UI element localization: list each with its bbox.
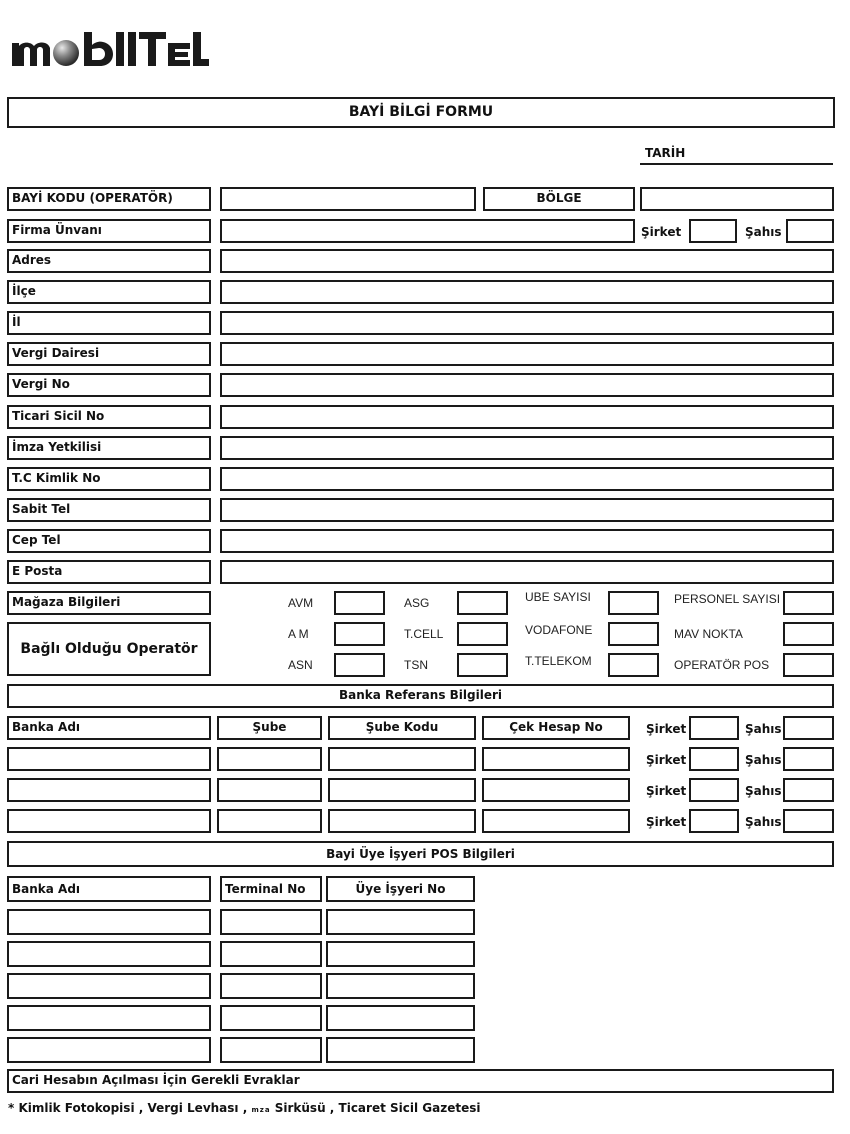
pos-cell[interactable] [220,909,322,935]
bank-ref-title: Banka Referans Bilgileri [7,684,834,708]
bank-ref-person-checkbox[interactable] [783,747,834,771]
dealer-code-field[interactable] [220,187,476,211]
field-label: Sabit Tel [7,498,211,522]
bank-ref-company-checkbox[interactable] [689,778,739,802]
bank-ref-header: Banka Adı [7,716,211,740]
store-metric-label: T.TELEKOM [525,654,592,668]
docs-title: Cari Hesabın Açılması İçin Gerekli Evraklar [7,1069,834,1093]
region-field[interactable] [640,187,834,211]
bank-ref-company-label: Şirket [646,722,687,736]
pos-header: Banka Adı [7,876,211,902]
mobiltel-logo [10,26,210,72]
store-metric-field[interactable] [457,591,508,615]
field-label: İlçe [7,280,211,304]
field-label: Vergi No [7,373,211,397]
docs-note [8,1100,480,1118]
bank-ref-cell[interactable] [217,778,322,802]
store-metric-label: VODAFONE [525,623,593,637]
field-label: Vergi Dairesi [7,342,211,366]
store-metric-label: T.CELL [404,627,444,641]
company-name-field[interactable] [220,219,635,243]
pos-cell[interactable] [326,909,475,935]
bank-ref-company-label: Şirket [646,753,687,767]
company-name-label: Firma Ünvanı [7,219,211,243]
bank-ref-header: Çek Hesap No [482,716,630,740]
pos-cell[interactable] [7,973,211,999]
bank-ref-cell[interactable] [328,809,476,833]
field-label: T.C Kimlik No [7,467,211,491]
field-input[interactable] [220,311,834,335]
field-input[interactable] [220,405,834,429]
date-label: TARİH [645,146,686,160]
pos-cell[interactable] [220,1005,322,1031]
pos-cell[interactable] [326,1005,475,1031]
company-type-company-checkbox[interactable] [689,219,737,243]
field-label: Cep Tel [7,529,211,553]
store-metric-label: PERSONEL SAYISI [674,592,781,606]
company-type-person-label: Şahıs [745,225,782,239]
bank-ref-cell[interactable] [482,809,630,833]
field-label: İmza Yetkilisi [7,436,211,460]
pos-cell[interactable] [7,909,211,935]
region-label: BÖLGE [483,187,635,211]
pos-header: Üye İşyeri No [326,876,475,902]
store-metric-label: AVM [288,596,314,610]
bank-ref-person-label: Şahıs [745,815,782,829]
company-type-person-checkbox[interactable] [786,219,834,243]
date-line[interactable] [640,163,833,165]
bank-ref-cell[interactable] [7,747,211,771]
store-metric-field[interactable] [457,622,508,646]
bank-ref-person-checkbox[interactable] [783,716,834,740]
bank-ref-header: Şube Kodu [328,716,476,740]
field-input[interactable] [220,560,834,584]
field-input[interactable] [220,436,834,460]
store-metric-label: OPERATÖR POS [674,658,770,672]
bank-ref-company-label: Şirket [646,815,687,829]
pos-cell[interactable] [326,941,475,967]
field-input[interactable] [220,498,834,522]
bank-ref-company-checkbox[interactable] [689,747,739,771]
bank-ref-person-label: Şahıs [745,753,782,767]
field-label: Adres [7,249,211,273]
bank-ref-company-checkbox[interactable] [689,716,739,740]
bank-ref-cell[interactable] [7,778,211,802]
pos-cell[interactable] [7,941,211,967]
store-metric-field[interactable] [783,622,834,646]
store-metric-label: MAV NOKTA [674,627,743,641]
pos-cell[interactable] [326,1037,475,1063]
bank-ref-company-checkbox[interactable] [689,809,739,833]
form-title: BAYİ BİLGİ FORMU [7,97,835,128]
store-metric-field[interactable] [457,653,508,677]
bank-ref-company-label: Şirket [646,784,687,798]
store-info-label: Mağaza Bilgileri [7,591,211,615]
store-metric-field[interactable] [334,622,385,646]
store-metric-field[interactable] [608,622,659,646]
bank-ref-cell[interactable] [328,747,476,771]
bank-ref-person-label: Şahıs [745,722,782,736]
bank-ref-cell[interactable] [482,747,630,771]
store-metric-field[interactable] [608,653,659,677]
pos-header: Terminal No [220,876,322,902]
bank-ref-cell[interactable] [217,747,322,771]
field-label: E Posta [7,560,211,584]
store-metric-label: TSN [404,658,428,672]
bank-ref-person-checkbox[interactable] [783,809,834,833]
pos-cell[interactable] [220,941,322,967]
field-input[interactable] [220,249,834,273]
bank-ref-cell[interactable] [7,809,211,833]
pos-cell[interactable] [220,1037,322,1063]
company-type-company-label: Şirket [641,225,682,239]
store-metric-field[interactable] [334,591,385,615]
field-input[interactable] [220,529,834,553]
field-input[interactable] [220,342,834,366]
docs-note-end: Sirküsü , Ticaret Sicil Gazetesi [270,1101,481,1115]
field-input[interactable] [220,373,834,397]
operator-label: Bağlı Olduğu Operatör [7,622,211,676]
pos-cell[interactable] [7,1005,211,1031]
field-label: Ticari Sicil No [7,405,211,429]
pos-cell[interactable] [220,973,322,999]
bank-ref-header: Şube [217,716,322,740]
bank-ref-cell[interactable] [482,778,630,802]
store-metric-field[interactable] [783,591,834,615]
store-metric-field[interactable] [783,653,834,677]
pos-cell[interactable] [7,1037,211,1063]
bank-ref-cell[interactable] [217,809,322,833]
store-metric-field[interactable] [608,591,659,615]
bank-ref-cell[interactable] [328,778,476,802]
docs-note-start: * Kimlik Fotokopisi , Vergi Levhası , [8,1101,252,1115]
dealer-code-label: BAYİ KODU (OPERATÖR) [7,187,211,211]
field-input[interactable] [220,280,834,304]
bank-ref-person-checkbox[interactable] [783,778,834,802]
store-metric-field[interactable] [334,653,385,677]
store-metric-label: A M [288,627,309,641]
pos-title: Bayi Üye İşyeri POS Bilgileri [7,841,834,867]
docs-note-small: mza [251,1106,271,1114]
bank-ref-person-label: Şahıs [745,784,782,798]
store-metric-label: ASN [288,658,313,672]
store-metric-label: UBE SAYISI [525,590,591,604]
pos-cell[interactable] [326,973,475,999]
field-label: İl [7,311,211,335]
field-input[interactable] [220,467,834,491]
store-metric-label: ASG [404,596,430,610]
